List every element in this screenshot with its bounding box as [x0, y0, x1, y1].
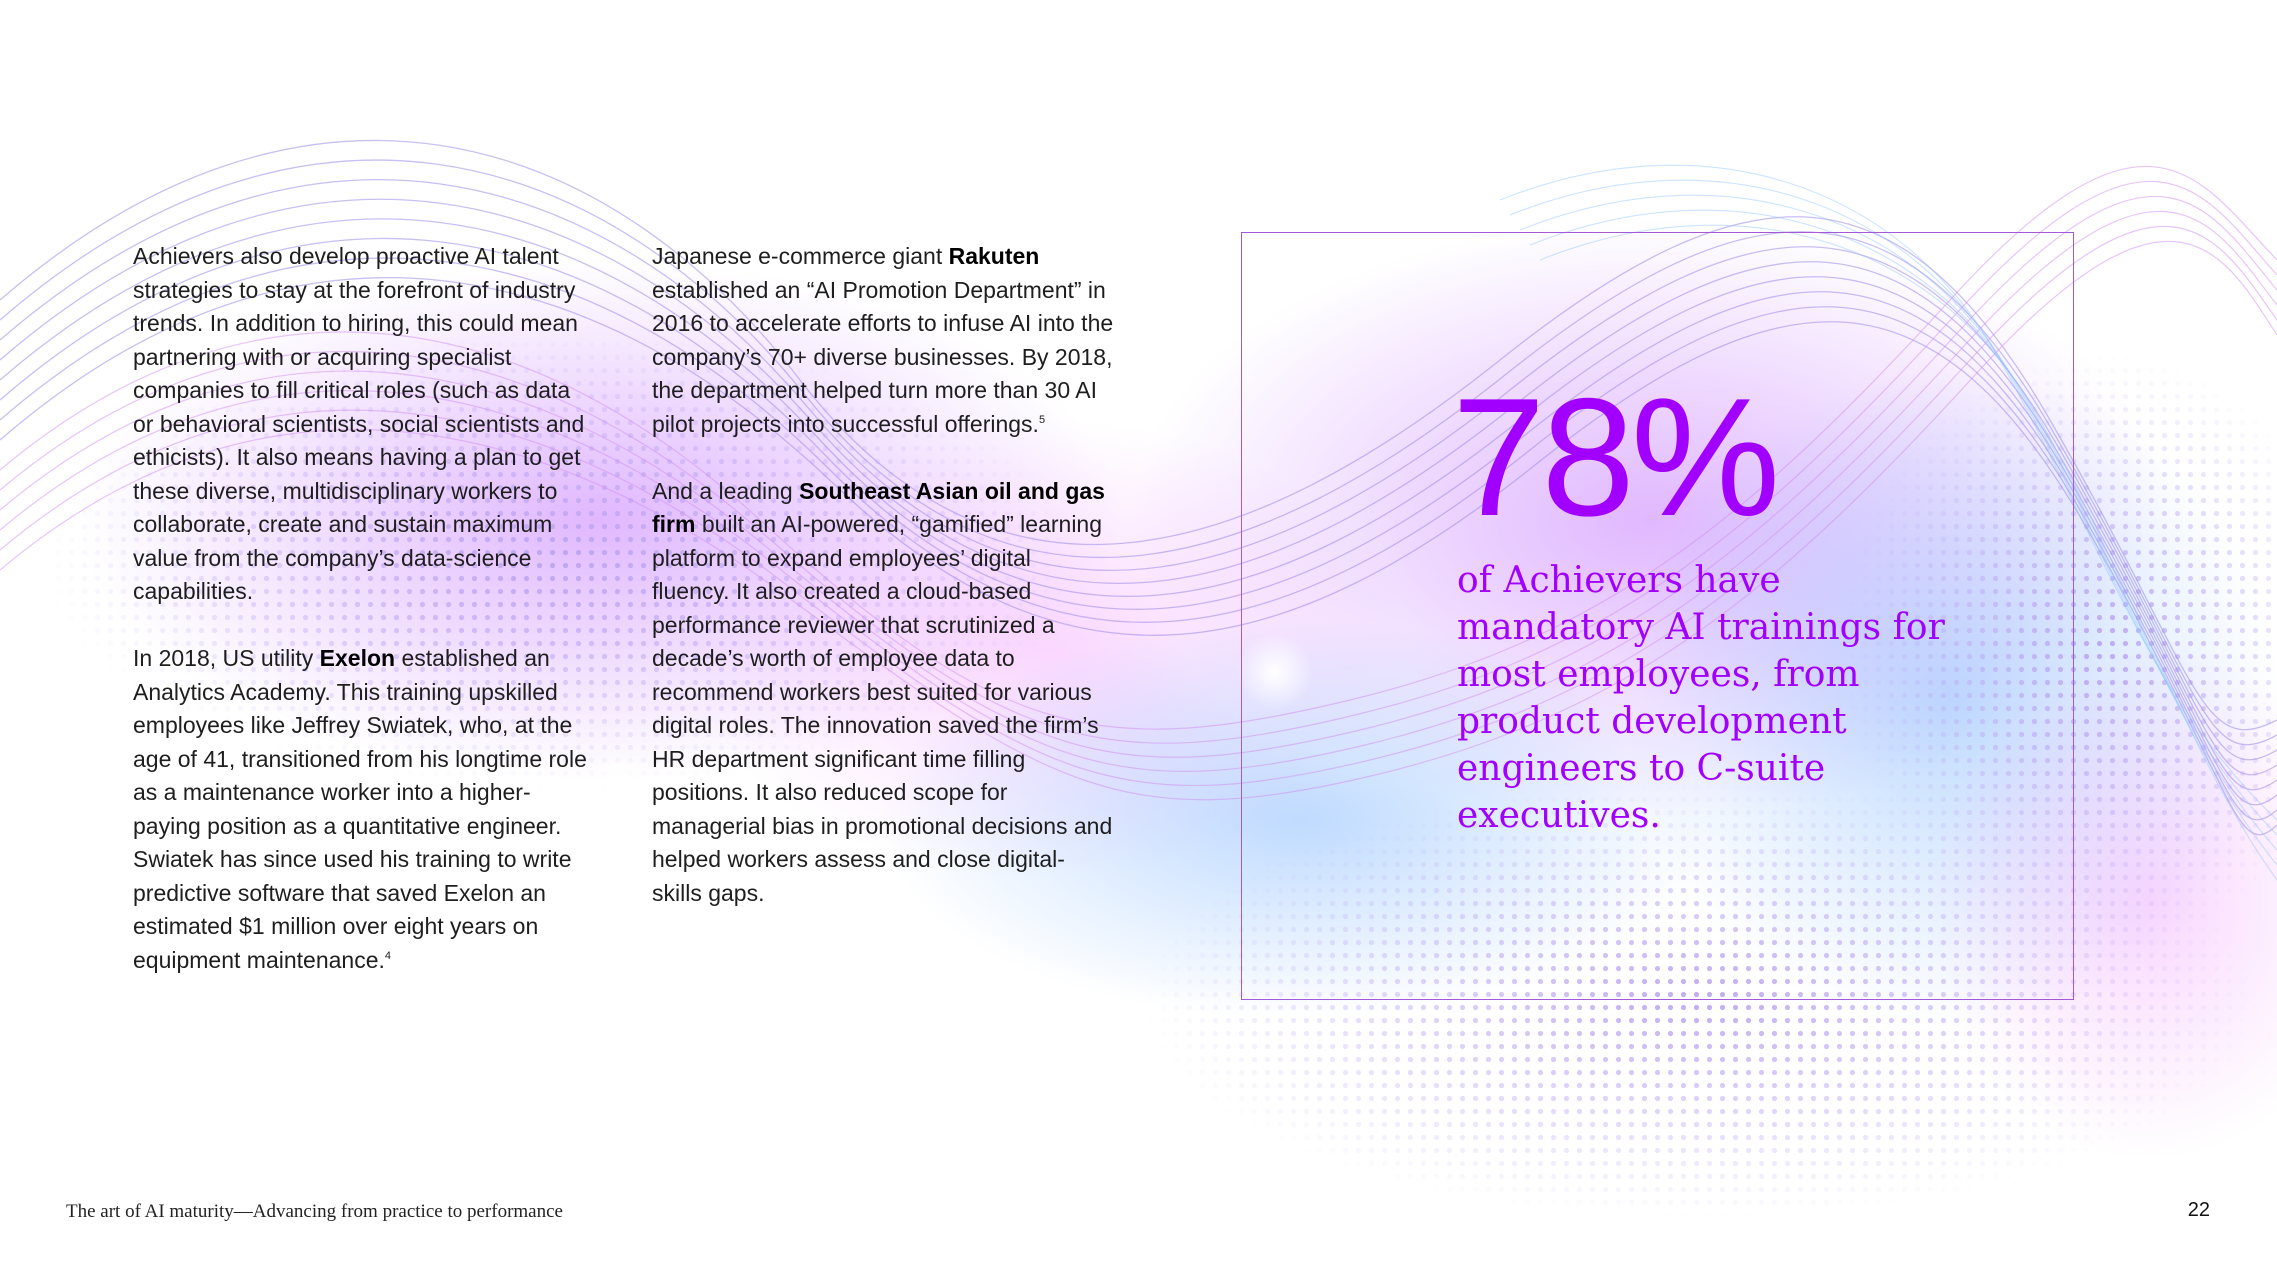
footnote-ref-5[interactable]: 5 — [1038, 413, 1046, 426]
footer-document-title: The art of AI maturity—Advancing from practice to performance — [66, 1201, 563, 1222]
paragraph-exelon: In 2018, US utility Exelon established an Analytics Academy. This training upskilled employees like Jeffrey Swiatek, who, at the age of 41, transitioned from his longtime role as a maintenance worker into a higher-paying position as a quantitative engineer. Swiatek has since used his training to write predictive software that saved Exelon an estimated $1 million over eight years on equipment maintenance.$^4$ — [133, 645, 587, 973]
paragraph-ai-talent-strategies: Achievers also develop proactive AI talent strategies to stay at the forefront of industry trends. In addition to hiring, this could mean partnering with or acquiring specialist companies to fill critical roles (such as data or behavioral scientists, social scientists and ethicists). It also means having a plan to get these diverse, multidisciplinary workers to collaborate, create and sustain maximum value from the company’s data-science capabilities. — [133, 243, 585, 604]
paragraph-rakuten: Japanese e-commerce giant Rakuten established an “AI Promotion Department” in 2016 to accelerate efforts to infuse AI into the company’s 70+ diverse businesses. By 2018, the department helped turn more than 30 AI pilot projects into successful offerings.$^5$ — [652, 243, 1114, 437]
company-name-rakuten: Rakuten — [948, 243, 1040, 269]
stat-percentage: 78% — [1452, 363, 1777, 551]
footnote-ref-4[interactable]: 4 — [384, 949, 392, 962]
stat-caption: of Achievers have mandatory AI trainings for most employees, from product development engineers to C-suite executives. — [1457, 560, 1945, 836]
text-column-middle — [652, 240, 1114, 944]
company-name-exelon: Exelon — [319, 645, 396, 671]
text-column-left — [133, 240, 593, 1011]
page-number: 22 — [2187, 1199, 2210, 1221]
company-name-oil-gas-firm: Southeast Asian oil and gas firm — [652, 477, 1105, 537]
paragraph-southeast-asian-firm: And a leading Southeast Asian oil and gas firm built an AI-powered, “gamified” learning platform to expand employees’ digital fluency. It also created a cloud-based performance reviewer that scrutinized a decade’s worth of employee data to recommend workers best suited for various digital roles. The innovation saved the firm’s HR department significant time filling positions. It also reduced scope for managerial bias in promotional decisions and helped workers assess and close digital-skills gaps. — [652, 477, 1113, 906]
